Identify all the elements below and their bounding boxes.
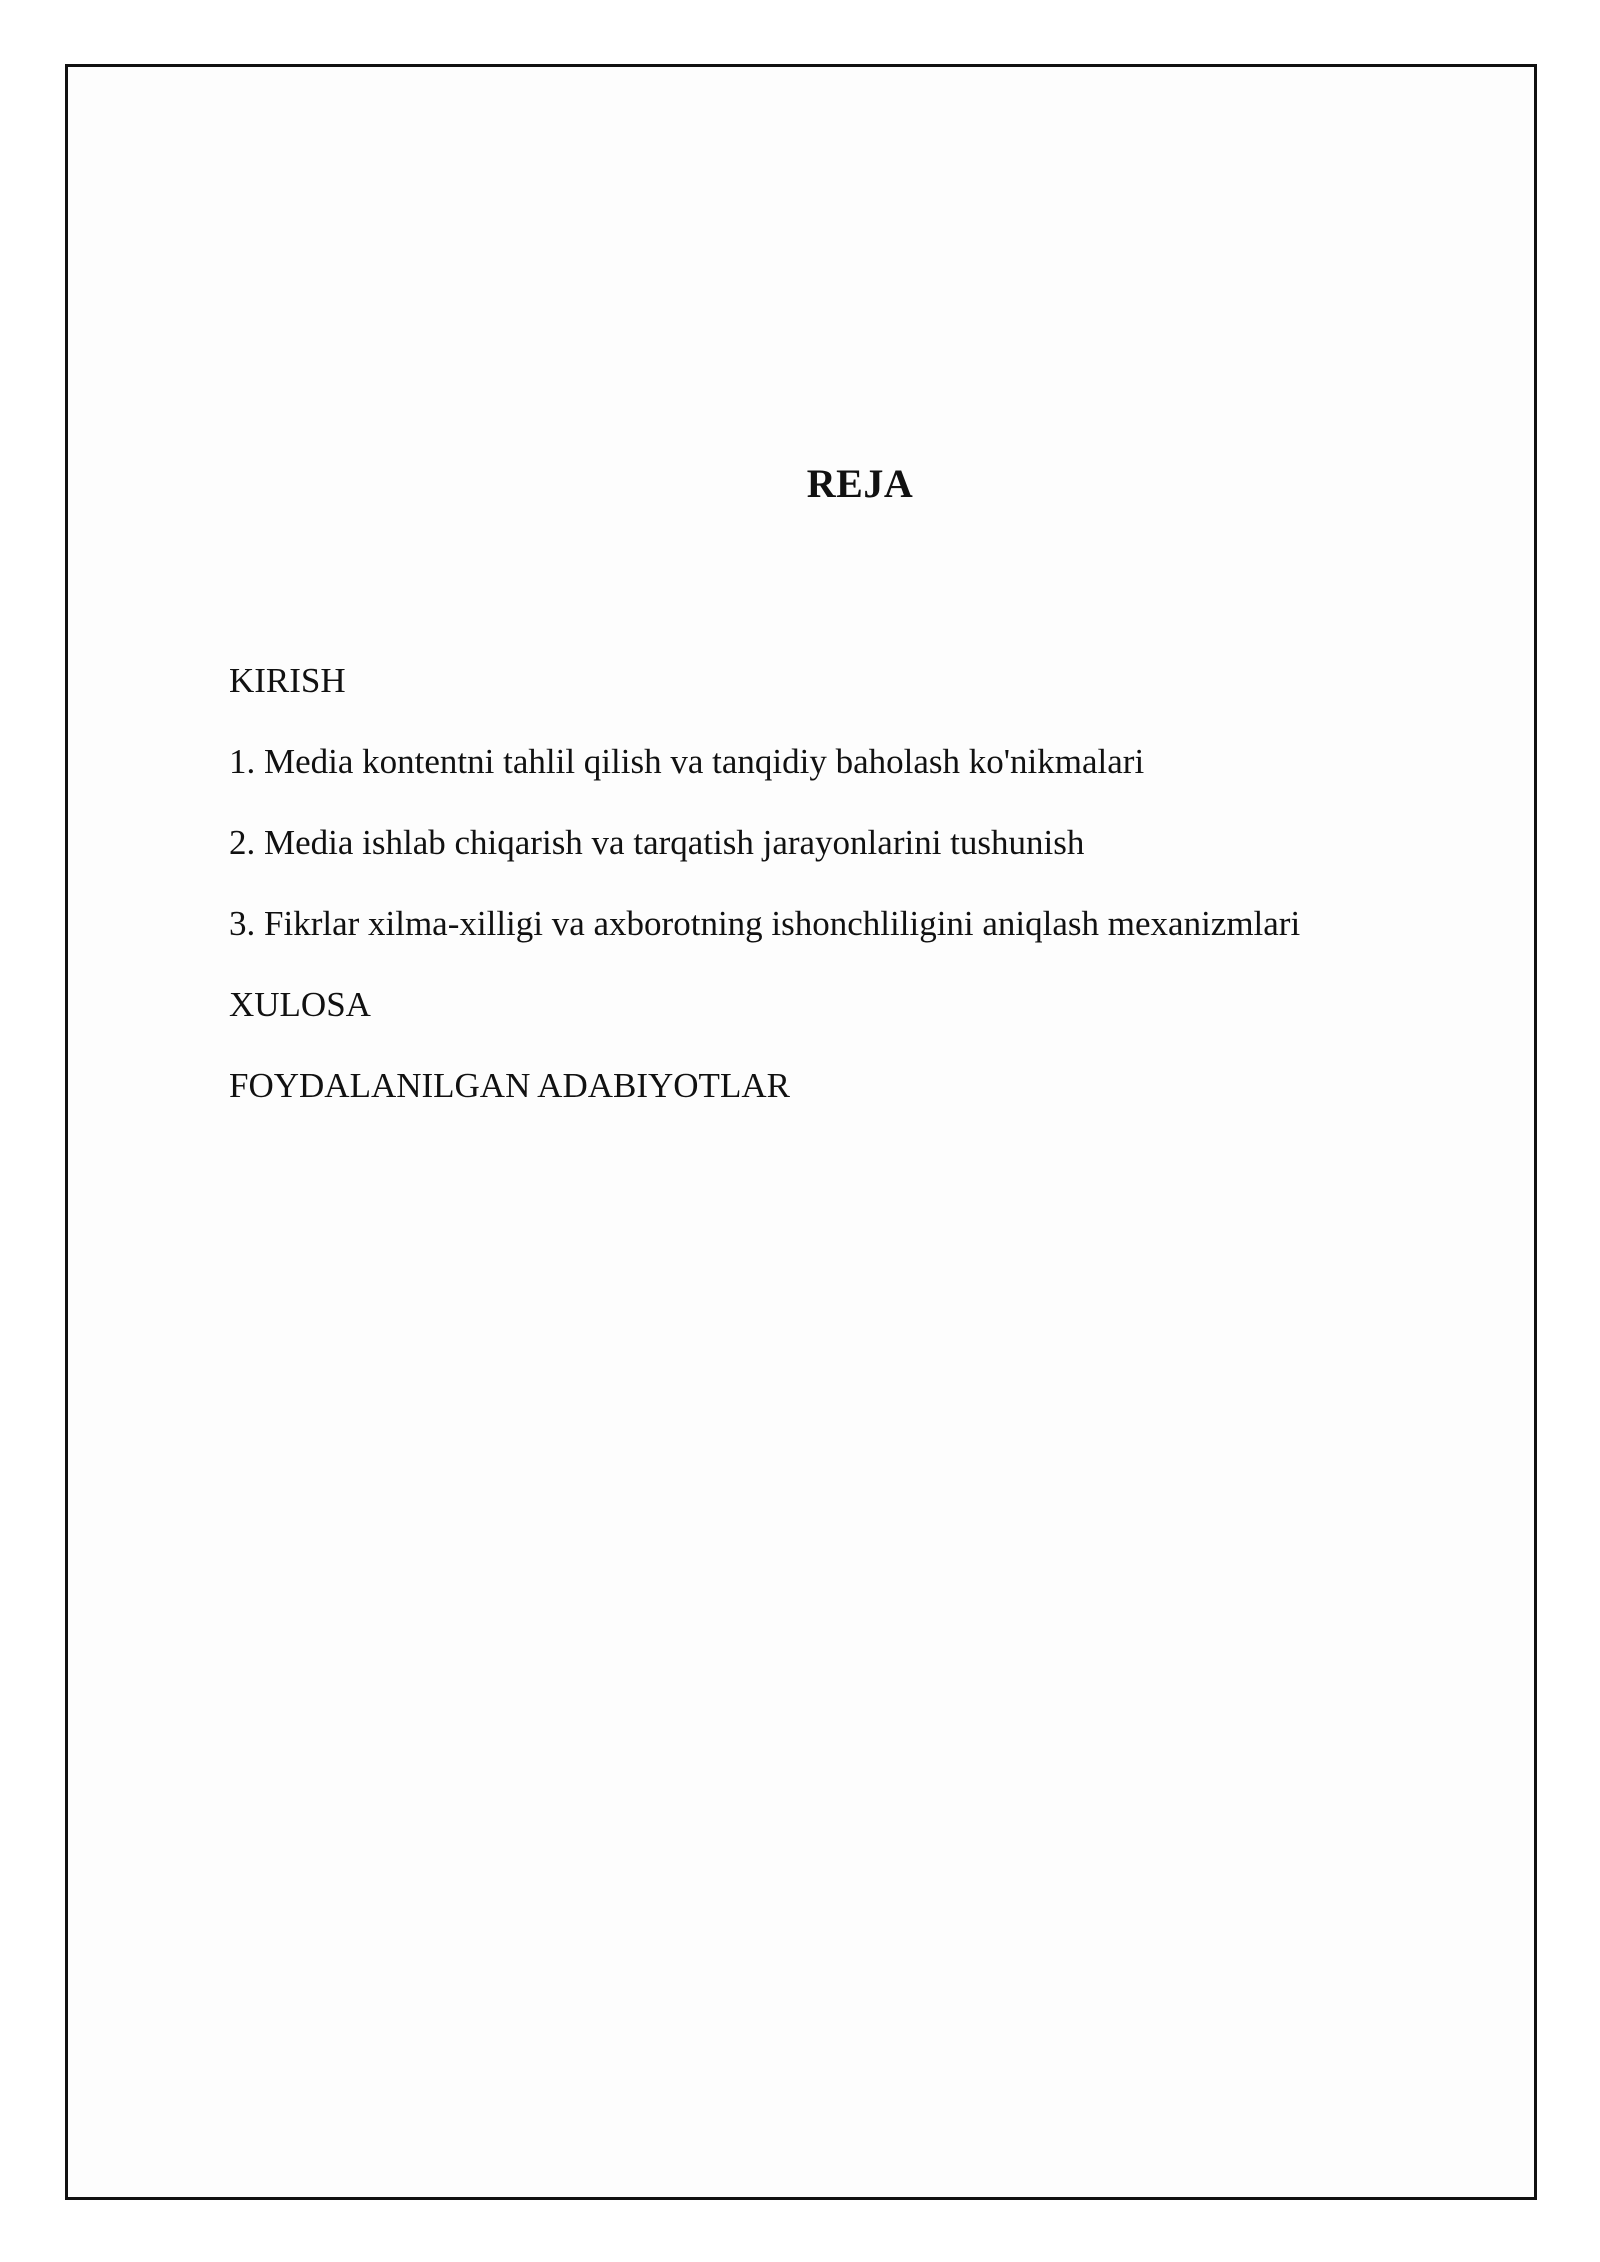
plan-item-1: 1. Media kontentni tahlil qilish va tanqidiy baholash ko'nikmalari (229, 742, 1145, 781)
plan-item-3: 3. Fikrlar xilma-xilligi va axborotning ishonchliligini aniqlash mexanizmlari (229, 904, 1301, 943)
page-frame (65, 64, 1537, 2200)
plan-item-2: 2. Media ishlab chiqarish va tarqatish jarayonlarini tushunish (229, 823, 1085, 862)
plan-item-introduction: KIRISH (229, 661, 346, 700)
plan-item-references: FOYDALANILGAN ADABIYOTLAR (229, 1066, 790, 1105)
page-title: REJA (806, 461, 914, 506)
plan-item-conclusion: XULOSA (229, 985, 371, 1024)
plan-list (229, 640, 1300, 1126)
